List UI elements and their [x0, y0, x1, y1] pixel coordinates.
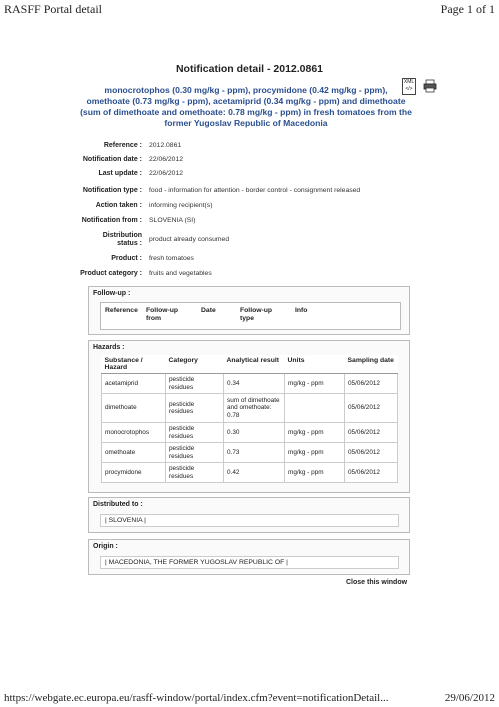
followup-header-type: Follow-up type [240, 307, 273, 322]
header-category: Category [166, 355, 224, 374]
distribution-status-label [0, 232, 142, 248]
header-substance: Substance / Hazard [102, 355, 166, 374]
subject-line: monocrotophos (0.30 mg/kg - ppm), procymidone (0.42 mg/kg - ppm), [104, 85, 388, 95]
xml-export-icon[interactable]: XML </> [402, 78, 416, 95]
notification-subject [76, 85, 416, 129]
cell-substance: dimethoate [102, 394, 166, 423]
last-update-label: Last update : [98, 170, 142, 177]
table-row [102, 394, 398, 423]
reference-value-main: 2012.0861 [149, 142, 182, 149]
cell-units [285, 394, 345, 423]
cell-units: mg/kg - ppm [285, 423, 345, 443]
cell-substance: procymidone [102, 463, 166, 483]
notification-type-value: food - information for attention - border control - consignment released [149, 187, 361, 194]
followup-header-info: Info [295, 307, 308, 314]
cell-sampling-date: 05/06/2012 [345, 443, 398, 463]
distribution-status-value: product already consumed [149, 236, 230, 243]
product-category-value: fruits and vegetables [149, 270, 212, 277]
notification-from-value: SLOVENIA (SI) [149, 217, 196, 224]
window-title: RASFF Portal detail [4, 2, 103, 16]
cell-category: pesticide residues [166, 443, 224, 463]
print-icon[interactable] [423, 79, 437, 93]
notification-date-value: 22/06/2012 [149, 156, 184, 163]
origin-value: | MACEDONIA, THE FORMER YUGOSLAV REPUBLIC OF | [100, 556, 399, 569]
cell-category: pesticide residues [166, 423, 224, 443]
notification-type-label: Notification type : [82, 187, 142, 194]
hazards-table [101, 355, 398, 483]
action-taken-value: informing recipient(s) [149, 202, 213, 209]
cell-result: 0.42 [224, 463, 285, 483]
distributed-title: Distributed to : [93, 501, 143, 508]
table-row [102, 463, 398, 483]
header-units: Units [285, 355, 345, 374]
cell-result: sum of dimethoate and omethoate: 0.78 [224, 394, 285, 423]
cell-category: pesticide residues [166, 463, 224, 483]
header-analytical-result: Analytical result [224, 355, 285, 374]
table-row [102, 374, 398, 394]
cell-result: 0.30 [224, 423, 285, 443]
cell-units: mg/kg - ppm [285, 443, 345, 463]
followup-header-from: Follow-up from [146, 307, 179, 322]
cell-substance: acetamiprid [102, 374, 166, 394]
page-title: Notification detail - 2012.0861 [175, 63, 324, 75]
xml-icon-label: XML [403, 79, 415, 85]
cell-units: mg/kg - ppm [285, 463, 345, 483]
followup-title: Follow-up : [93, 290, 131, 297]
cell-category: pesticide residues [166, 394, 224, 423]
hazards-header-row [102, 355, 398, 374]
cell-substance: omethoate [102, 443, 166, 463]
table-row [102, 443, 398, 463]
cell-sampling-date: 05/06/2012 [345, 394, 398, 423]
product-value: fresh tomatoes [149, 255, 194, 262]
header-sampling-date: Sampling date [345, 355, 398, 374]
notification-from-label: Notification from : [81, 217, 142, 224]
reference-label-main: Reference : [103, 142, 142, 149]
cell-sampling-date: 05/06/2012 [345, 374, 398, 394]
notification-date-label-main: Notification date : [82, 156, 142, 163]
followup-header-date: Date [201, 307, 216, 314]
cell-sampling-date: 05/06/2012 [345, 463, 398, 483]
distribution-status-label-line: status : [117, 240, 142, 247]
action-taken-label: Action taken : [95, 202, 142, 209]
cell-substance: monocrotophos [102, 423, 166, 443]
close-window-link[interactable]: Close this window [346, 579, 408, 586]
subject-line: (sum of dimethoate and omethoate: 0.78 mg/kg - ppm) in fresh tomatoes from the [80, 107, 412, 117]
table-row [102, 423, 398, 443]
product-label: Product : [111, 255, 142, 262]
subject-line: omethoate (0.73 mg/kg - ppm), acetamiprid (0.34 mg/kg - ppm) and dimethoate [86, 96, 406, 106]
product-category-label: Product category : [80, 270, 142, 277]
cell-category: pesticide residues [166, 374, 224, 394]
cell-units: mg/kg - ppm [285, 374, 345, 394]
origin-title: Origin : [93, 543, 118, 550]
subject-line: former Yugoslav Republic of Macedonia [164, 118, 328, 128]
distributed-value: | SLOVENIA | [100, 514, 399, 527]
last-update-value: 22/06/2012 [149, 170, 184, 177]
cell-sampling-date: 05/06/2012 [345, 423, 398, 443]
followup-header-reference: Reference [105, 307, 138, 314]
cell-result: 0.73 [224, 443, 285, 463]
page-url: https://webgate.ec.europa.eu/rasff-window/portal/index.cfm?event=notificationDetail... [4, 692, 389, 704]
distribution-status-label-line: Distribution [102, 232, 142, 239]
hazards-title: Hazards : [93, 344, 125, 351]
print-date: 29/06/2012 [444, 692, 495, 704]
page-info: Page 1 of 1 [440, 2, 495, 16]
cell-result: 0.34 [224, 374, 285, 394]
